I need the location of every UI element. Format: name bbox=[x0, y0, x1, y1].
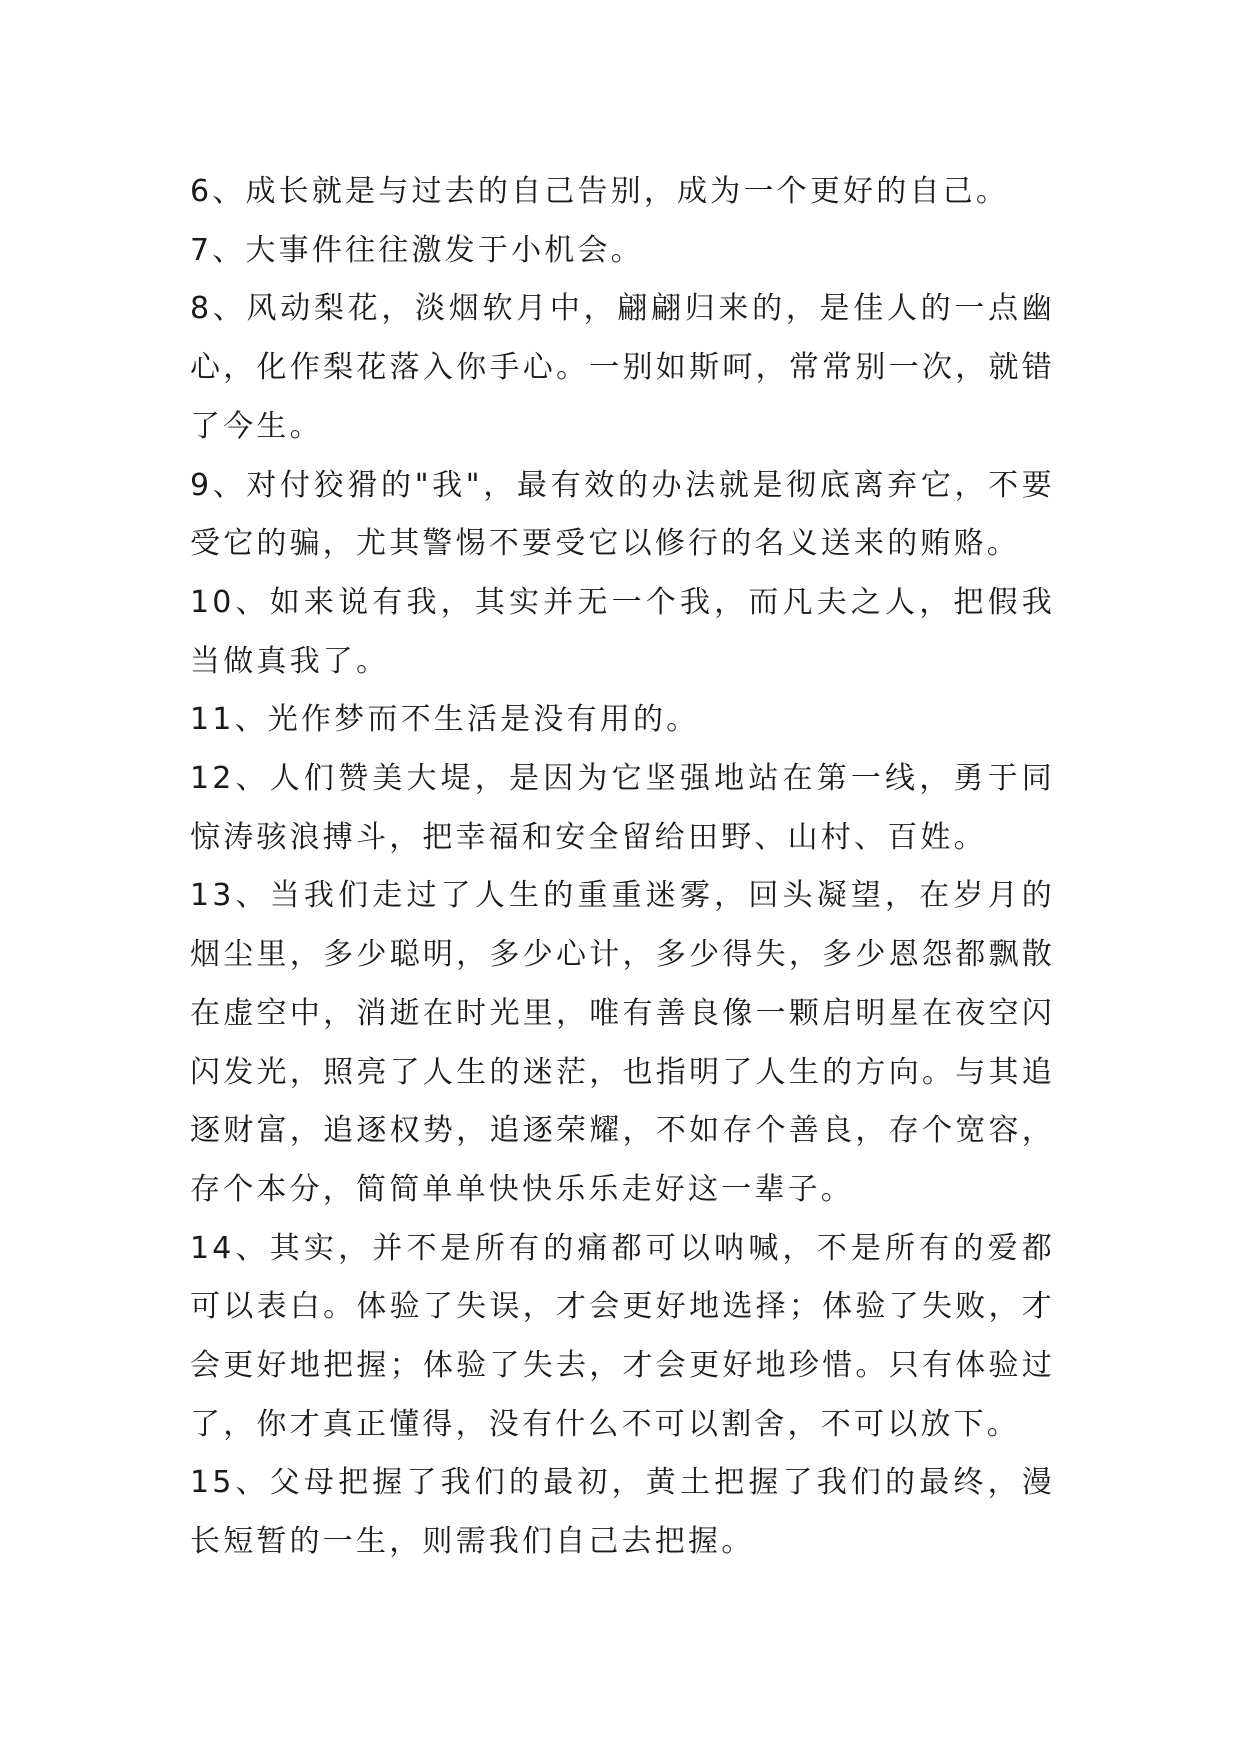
list-item: 12、人们赞美大堤，是因为它坚强地站在第一线，勇于同惊涛骇浪搏斗，把幸福和安全留给田野、山村、百姓。 bbox=[190, 761, 1055, 855]
list-item: 9、对付狡猾的"我"，最有效的办法就是彻底离弃它，不要受它的骗，尤其警惕不要受它以修行的名义送来的贿赂。 bbox=[190, 467, 1055, 562]
list-item: 15、父母把握了我们的最初，黄土把握了我们的最终，漫长短暂的一生，则需我们自己去把握。 bbox=[190, 1465, 1055, 1560]
list-item: 7、大事件往往激发于小机会。 bbox=[190, 232, 644, 268]
list-item: 14、其实，并不是所有的痛都可以呐喊，不是所有的爱都可以表白。体验了失误，才会更好地选择；体验了失败，才会更好地把握；体验了失去，才会更好地珍惜。只有体验过了，你才真正懂得，没有什么不可以割舍，不可以放下。 bbox=[190, 1230, 1055, 1442]
list-item: 6、成长就是与过去的自己告别，成为一个更好的自己。 bbox=[190, 174, 1010, 209]
list-item: 11、光作梦而不生活是没有用的。 bbox=[190, 702, 700, 738]
document-body bbox=[190, 163, 1055, 1572]
list-item: 10、如来说有我，其实并无一个我，而凡夫之人，把假我当做真我了。 bbox=[190, 584, 1055, 679]
list-item: 8、风动梨花，淡烟软月中，翩翩归来的，是佳人的一点幽心，化作梨花落入你手心。一别如斯呵，常常别一次，就错了今生。 bbox=[190, 291, 1055, 444]
list-item: 13、当我们走过了人生的重重迷雾，回头凝望，在岁月的烟尘里，多少聪明，多少心计，多少得失，多少恩怨都飘散在虚空中，消逝在时光里，唯有善良像一颗启明星在夜空闪闪发光，照亮了人生的迷茫，也指明了人生的方向。与其追逐财富，追逐权势，追逐荣耀，不如存个善良，存个宽容，存个本分，简简单单快快乐乐走好这一辈子。 bbox=[190, 878, 1055, 1207]
